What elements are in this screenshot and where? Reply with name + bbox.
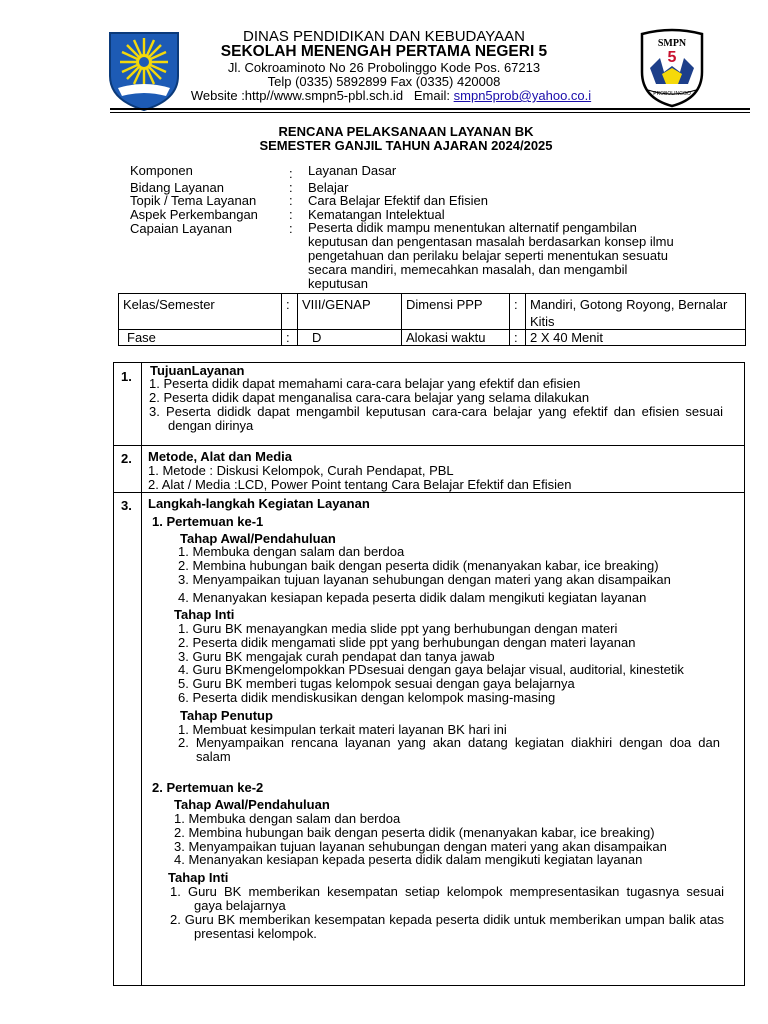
class-info-table	[118, 293, 746, 346]
document-subtitle: SEMESTER GANJIL TAHUN AJARAN 2024/2025	[259, 138, 553, 153]
header-email-label: Email:	[413, 88, 451, 103]
section-3-title: Langkah-langkah Kegiatan Layanan	[148, 496, 370, 511]
m2-opening-item-2: 2. Membina hubungan baik dengan peserta didik (menanyakan kabar, ice breaking)	[174, 825, 655, 840]
header-phone: Telp (0335) 5892899 Fax (0335) 420008	[267, 74, 501, 89]
m2-opening-item-1: 1. Membuka dengan salam dan berdoa	[174, 811, 401, 826]
meeting-2-opening-title: Tahap Awal/Pendahuluan	[174, 797, 330, 812]
school-logo-city: PROBOLINGGO	[653, 91, 691, 97]
komponen-colon: :	[289, 166, 293, 181]
s2-item-2: 2. Alat / Media :LCD, Power Point tentang Cara Belajar Efektif dan Efisien	[148, 477, 572, 492]
header-email-link[interactable]: smpn5prob@yahoo.co.i	[453, 88, 592, 103]
header-contact	[0, 88, 768, 103]
s2-item-1: 1. Metode : Diskusi Kelompok, Curah Pendapat, PBL	[148, 463, 454, 478]
header-school-name: SEKOLAH MENENGAH PERTAMA NEGERI 5	[220, 43, 548, 60]
s1-item-2: 2. Peserta didik dapat menganalisa cara-cara belajar yang selama dilakukan	[149, 390, 590, 405]
meeting-1-core-title: Tahap Inti	[174, 607, 235, 622]
s1-item-3: 3. Peserta dididk dapat mengambil keputusan cara-cara belajar yang efektif dan efisien sesuai dengan dirinya	[149, 404, 723, 433]
capaian-colon: :	[289, 221, 293, 236]
document-title: RENCANA PELAKSANAAN LAYANAN BK	[278, 124, 534, 139]
topik-value: Cara Belajar Efektif dan Efisien	[308, 193, 488, 208]
class-info-row-1	[119, 294, 745, 330]
dimensi-colon: :	[510, 294, 526, 329]
capaian-value: Peserta didik mampu menentukan alternatif pengambilan keputusan dan pengentasan masalah berdasarkan konsep ilmu pengetahuan dan perilaku belajar seperti menentukan sesuatu secara mandiri, memecahkan masalah, dan mengambil keputusan	[308, 220, 674, 291]
m1-closing-item-2: 2. Menyampaikan rencana layanan yang akan datang kegiatan diakhiri dengan doa dan salam	[178, 735, 720, 764]
m1-opening-item-2: 2. Membina hubungan baik dengan peserta didik (menanyakan kabar, ice breaking)	[178, 558, 659, 573]
aspek-colon: :	[289, 207, 293, 222]
alokasi-value: 2 X 40 Menit	[530, 330, 603, 345]
topik-label: Topik / Tema Layanan	[130, 193, 257, 208]
m2-core-item-1: 1. Guru BK memberikan kesempatan setiap kelompok mempresentasikan tugasnya sesuai gaya belajarnya	[170, 884, 724, 913]
header-website[interactable]: Website :http//www.smpn5-pbl.sch.id	[190, 88, 404, 103]
section-1-number: 1.	[121, 369, 132, 384]
m1-closing-item-1: 1. Membuat kesimpulan terkait materi layanan BK hari ini	[178, 722, 507, 737]
meeting-1-opening-title: Tahap Awal/Pendahuluan	[180, 531, 336, 546]
header-dinas: DINAS PENDIDIKAN DAN KEBUDAYAAN	[242, 28, 525, 45]
alokasi-colon: :	[510, 330, 526, 346]
topik-colon: :	[289, 193, 293, 208]
bidang-value: Belajar	[308, 180, 349, 195]
bidang-colon: :	[289, 180, 293, 195]
header-rule-thin	[110, 112, 750, 113]
m1-core-item-4: 4. Guru BKmengelompokkan PDsesuai dengan gaya belajar visual, auditorial, kinestetik	[178, 662, 684, 677]
m2-opening-item-4: 4. Menanyakan kesiapan kepada peserta didik dalam mengikuti kegiatan layanan	[174, 852, 643, 867]
kelas-value: VIII/GENAP	[298, 294, 402, 329]
capaian-label: Capaian Layanan	[130, 221, 232, 236]
meeting-1-closing-title: Tahap Penutup	[180, 708, 273, 723]
section-2-number: 2.	[121, 451, 132, 466]
meeting-1-title: 1. Pertemuan ke-1	[152, 514, 264, 529]
m1-core-item-6: 6. Peserta didik mendiskusikan dengan kelompok masing-masing	[178, 690, 556, 705]
dimensi-label: Dimensi PPP	[402, 294, 510, 329]
header-rule-thick	[110, 108, 750, 110]
m1-core-item-1: 1. Guru BK menayangkan media slide ppt yang berhubungan dengan materi	[178, 621, 618, 636]
komponen-value: Layanan Dasar	[308, 163, 397, 178]
m2-opening-item-3: 3. Menyampaikan tujuan layanan sehubungan dengan materi yang akan disampaikan	[174, 839, 667, 854]
kelas-label: Kelas/Semester	[119, 294, 282, 329]
section-1-title: TujuanLayanan	[150, 363, 245, 378]
meeting-2-title: 2. Pertemuan ke-2	[152, 780, 264, 795]
m1-opening-item-3: 3. Menyampaikan tujuan layanan sehubungan dengan materi yang akan disampaikan	[178, 572, 671, 587]
dimensi-value: Mandiri, Gotong Royong, Bernalar Kitis	[530, 297, 728, 329]
bidang-label: Bidang Layanan	[130, 180, 224, 195]
m1-core-item-5: 5. Guru BK memberi tugas kelompok sesuai dengan gaya belajarnya	[178, 676, 575, 691]
section-divider-2	[114, 492, 744, 493]
m1-opening-item-4: 4. Menanyakan kesiapan kepada peserta didik dalam mengikuti kegiatan layanan	[178, 590, 647, 605]
fase-value: D	[298, 330, 402, 346]
section-divider-1	[114, 445, 744, 446]
kelas-colon: :	[282, 294, 298, 329]
class-info-row-2	[119, 330, 745, 346]
s1-item-1: 1. Peserta didik dapat memahami cara-cara belajar yang efektif dan efisien	[149, 376, 581, 391]
fase-label: Fase	[119, 330, 282, 346]
komponen-label: Komponen	[130, 163, 193, 178]
m1-opening-item-1: 1. Membuka dengan salam dan berdoa	[178, 544, 405, 559]
fase-colon: :	[282, 330, 298, 346]
header-address: Jl. Cokroaminoto No 26 Probolinggo Kode Pos. 67213	[227, 60, 541, 75]
school-logo-number: 5	[667, 49, 677, 66]
meeting-2-core-title: Tahap Inti	[168, 870, 229, 885]
aspek-value: Kematangan Intelektual	[308, 207, 445, 222]
section-2-title: Metode, Alat dan Media	[148, 449, 292, 464]
m1-core-item-3: 3. Guru BK mengajak curah pendapat dan tanya jawab	[178, 649, 495, 664]
aspek-label: Aspek Perkembangan	[130, 207, 258, 222]
section-3-number: 3.	[121, 498, 132, 513]
m1-core-item-2: 2. Peserta didik mengamati slide ppt yang berhubungan dengan materi layanan	[178, 635, 636, 650]
school-logo-text: SMPN	[657, 38, 687, 49]
m2-core-item-2: 2. Guru BK memberikan kesempatan kepada peserta didik untuk memberikan umpan balik atas presentasi kelompok.	[170, 912, 724, 941]
alokasi-label: Alokasi waktu	[402, 330, 510, 346]
